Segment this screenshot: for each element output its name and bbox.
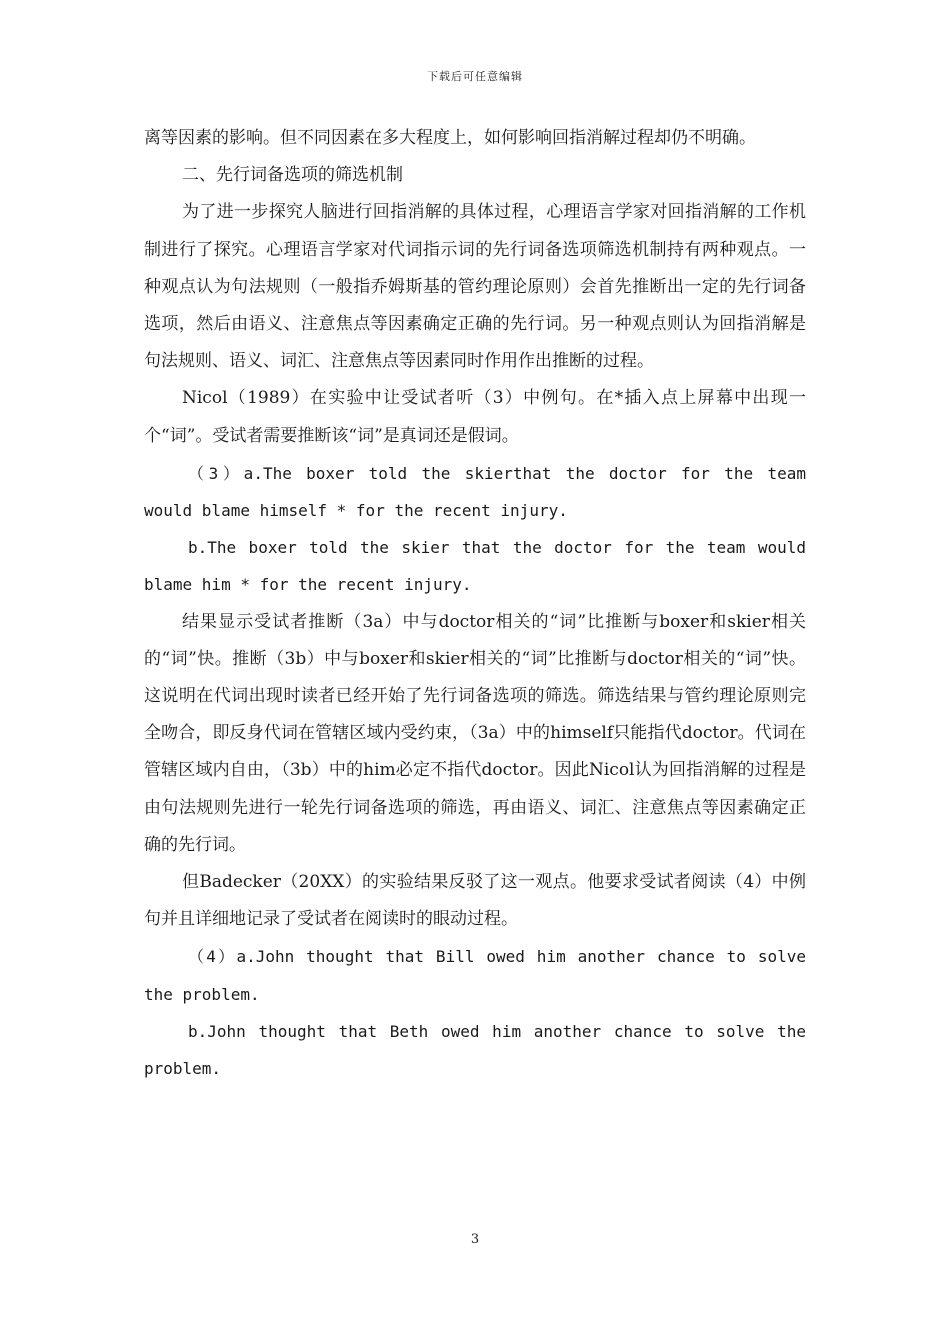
paragraph-mechanism: 为了进一步探究人脑进行回指消解的具体过程，心理语言学家对回指消解的工作机制进行了探究。心理语言学家对代词指示词的先行词备选项筛选机制持有两种观点。一种观点认为句法规则（一般指乔姆斯基的管约理论原则）会首先推断出一定的先行词备选项，然后由语义、注意焦点等因素确定正确的先行词。另一种观点则认为回指消解是句法规则、语义、词汇、注意焦点等因素同时作用作出推断的过程。 [144,202,806,372]
page-number: 3 [470,1232,480,1247]
paragraph-continued: 离等因素的影响。但不同因素在多大程度上，如何影响回指消解过程却仍不明确。 [144,128,756,148]
example-4a: （4）a.John thought that Bill owed him another chance to solve the problem. [144,947,806,1004]
body-text [144,120,806,1087]
section-heading: 二、先行词备选项的筛选机制 [182,165,403,186]
page-header: 下载后可任意编辑 [427,70,523,83]
paragraph-nicol: Nicol（1989）在实验中让受试者听（3）中例句。在*插入点上屏幕中出现一个“词”。受试者需要推断该“词”是真词还是假词。 [144,388,806,446]
example-3b: b.The boxer told the skier that the doctor for the team would blame him * for the recent injury. [144,538,806,595]
example-4b: b.John thought that Beth owed him another chance to solve the problem. [144,1021,806,1079]
example-3a: （3）a.The boxer told the skierthat the doctor for the team would blame himself * for the recent injury. [144,463,806,521]
paragraph-results: 结果显示受试者推断（3a）中与doctor相关的“词”比推断与boxer和skier相关的“词”快。推断（3b）中与boxer和skier相关的“词”比推断与doctor相关的“词”快。这说明在代词出现时读者已经开始了先行词备选项的筛选。筛选结果与管约理论原则完全吻合，即反身代词在管辖区域内受约束，（3a）中的himself只能指代doctor。代词在管辖区域内自由，（3b）中的him必定不指代doctor。因此Nicol认为回指消解的过程是由句法规则先进行一轮先行词备选项的筛选，再由语义、词汇、注意焦点等因素确定正确的先行词。 [144,611,806,855]
paragraph-badecker: 但Badecker（20XX）的实验结果反驳了这一观点。他要求受试者阅读（4）中例句并且详细地记录了受试者在阅读时的眼动过程。 [144,872,806,930]
